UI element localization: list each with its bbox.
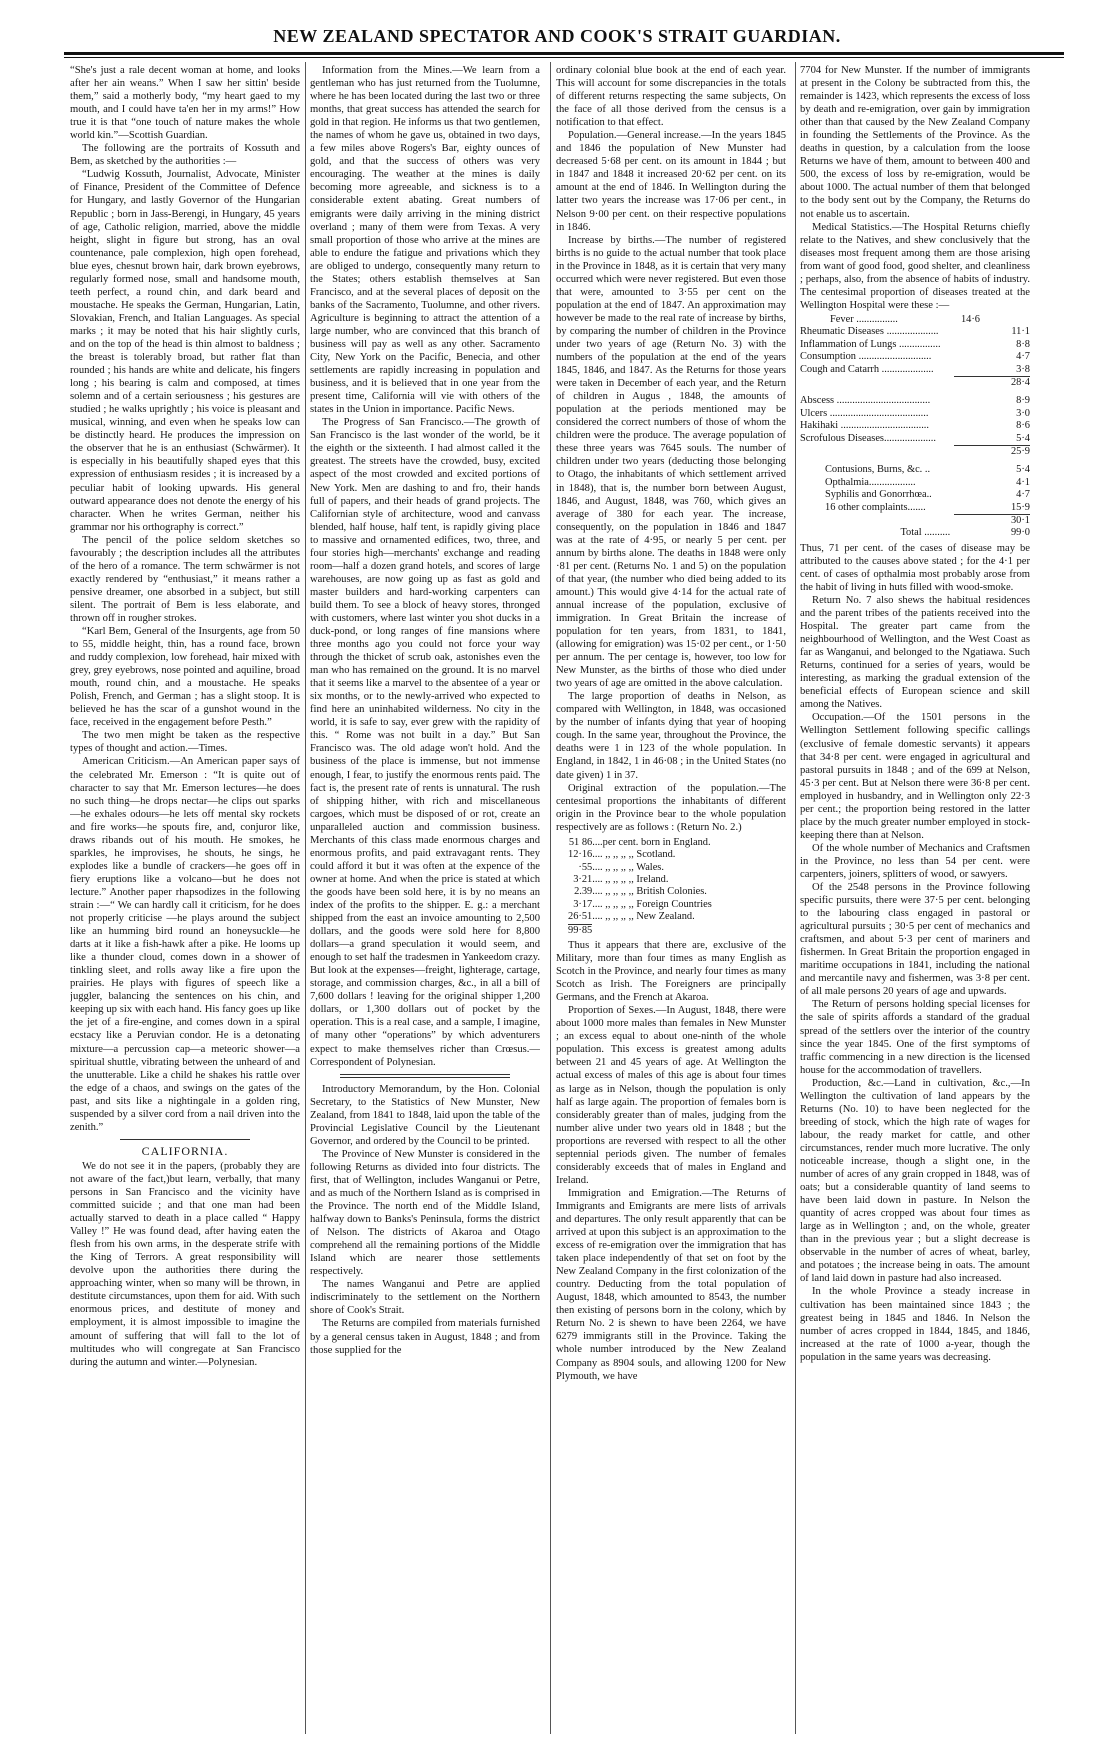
table-row bbox=[800, 489, 1030, 501]
table-cell: 26·51 bbox=[568, 911, 593, 923]
table-cell: 5·4 bbox=[1016, 464, 1030, 476]
table-row bbox=[568, 862, 712, 874]
column-divider bbox=[305, 62, 306, 1734]
table-cell: Abscess .................................... bbox=[800, 395, 931, 407]
paragraph: Thus it appears that there are, exclusive of the Military, more than four times as many English as Scotch in the Province, and nearly four times as many Scotch as Irish. The Foreigners are principally Germans, and the French at Akaroa. bbox=[556, 940, 786, 1004]
table-cell: .... ,, ,, ,, ,, Wales. bbox=[592, 861, 664, 873]
table-cell: 14·6 bbox=[960, 313, 980, 325]
table-row bbox=[800, 477, 1030, 489]
origin-table bbox=[568, 837, 712, 937]
table-cell: 11·1 bbox=[1011, 326, 1030, 338]
table-cell: 3·8 bbox=[1016, 363, 1030, 375]
table-cell: Cough and Catarrh .................... bbox=[800, 363, 934, 375]
paragraph: Increase by births.—The number of registered births is no guide to the actual number that took place in the Province in 1848, as it is certain that very many occurred which were never registered. But even those that were, amounted to 3·55 per cent on the population at the end of 1847. An approximation may however be made to the real rate of increase by births, by comparing the number of children in the Province under two years of age (Return No. 3) with the numbers of the population at the end of the years 1845, 1846, and 1847. As the Returns for those years were taken in December of each year, and the Return of children in Augus , 1848, the amounts of population at the periods mentioned may be considered the correct numbers of those of whom the children were the produce. The average population of these three years was 7645 souls. The number of children under two years (deducting those belonging to Otago, the inhabitants of which settlement arrived in 1848), that is, the number born between August, 1846, and August, 1848, was 760, which gives an average of 380 for each year. The increase, consequently, on the population in 1846 and 1847 was at the rate of 4·95, or nearly 5 per cent. per annum by births alone. The deaths in 1848 were only ·81 per cent. (Returns No. 1 and 5) on the population of that year, (the number who died being added to its amount.) This would give 4·14 for the actual rate of annual increase of the population, exclusive of immigration. In Great Britain the increase of population for ten years, from 1831, to 1841, (allowing for emigration) was 15·02 per cent., or 1·50 per annum. The per centage is, however, too low for New Munster, as the births of those who died under two years of age are omitted in the above calculation. bbox=[556, 234, 786, 690]
column-2 bbox=[310, 64, 540, 1734]
table-cell: .... ,, ,, ,, ,, British Colonies. bbox=[592, 886, 707, 898]
paragraph: The large proportion of deaths in Nelson, as compared with Wellington, in 1848, was occasioned by the number of infants dying that year of hooping cough. In the same year, throughout the Province, the deaths were 1 in 123 of the whole population. In England, in 1842, 1 in 46·08 ; in the United States (no date given) 1 in 37. bbox=[556, 691, 786, 781]
paragraph: The following are the portraits of Kossuth and Bem, as sketched by the authorities :— bbox=[70, 143, 300, 168]
table-cell: 3·21 bbox=[573, 873, 593, 885]
paragraph: The Returns are compiled from materials furnished by a general census taken in August, 1848 ; and from those supplied for the bbox=[310, 1318, 540, 1356]
paragraph: Of the 2548 persons in the Province following specific pursuits, there were 37·5 per cent. belonging to the labouring class engaged in pastoral or agricultural pursuits ; 30·5 per cent of mechanics and craftsmen, and about 5·3 per cent of mariners and fishermen. In Great Britain the proportion engaged in maritime occupations in 1841, including the national and mercantile navy and fishermen, was 3·8 per cent. of all male persons 20 years of age and upwards. bbox=[800, 882, 1030, 998]
table-row bbox=[800, 514, 1030, 527]
paragraph: Occupation.—Of the 1501 persons in the Wellington Settlement following specific callings (exclusive of female domestic servants) it appears that 34·8 per cent. were engaged in agricultural and pastoral pursuits in 1848 ; and of the 699 at Nelson, 45·3 per cent. But at Nelson there were 36·8 per cent. employed in husbandry, and in Wellington only 22·3 per cent.; the proportion being restored in the latter place by the much greater number employed in stock-keeping there than at Nelson. bbox=[800, 712, 1030, 841]
table-cell: .... ,, ,, ,, ,, New Zealand. bbox=[592, 911, 695, 923]
table-grand-total: 99·0 bbox=[1010, 527, 1030, 539]
table-cell: Syphilis and Gonorrhœa.. bbox=[825, 489, 932, 501]
column-1 bbox=[70, 64, 300, 1734]
table-row bbox=[568, 886, 712, 898]
paragraph: In the whole Province a steady increase in cultivation has been maintained since 1843 ; the greatest being in 1845 and 1846. In Nelson the number of acres cropped in 1844, 1845, and 1846, increased at the rate of 1000 a-year, though the population in the same years was decreasing. bbox=[800, 1286, 1030, 1363]
paragraph: “She's just a rale decent woman at home, and looks after her ain weans.” When I saw her sittin' beside them,” said a motherly body, “my heart gaed to my mouth, and I could have ta'en her in my arms!” How true it is that “one touch of nature makes the whole world kin.”—Scottish Guardian. bbox=[70, 65, 300, 142]
table-row bbox=[800, 351, 1030, 363]
disease-table bbox=[800, 314, 1030, 540]
table-cell: 3·17 bbox=[573, 898, 593, 910]
masthead-rule-thick bbox=[64, 52, 1064, 55]
table-cell: 8·6 bbox=[1016, 420, 1030, 432]
table-row bbox=[800, 433, 1030, 446]
table-row bbox=[800, 364, 1030, 377]
table-cell: Contusions, Burns, &c. .. bbox=[825, 464, 931, 476]
column-4 bbox=[800, 64, 1030, 1734]
table-cell: 15·9 bbox=[1010, 501, 1030, 513]
section-heading: CALIFORNIA. bbox=[141, 1143, 229, 1158]
paragraph: Information from the Mines.—We learn from a gentleman who has just returned from the Tuolumne, where he has been located during the last two or three months, that great success has attended the search for gold in that region. He informs us that two gentlemen, the names of whom he gave us, obtained in two days, a few miles above Rogers's Bar, eighty ounces of gold, and that the success of others was very encouraging. The weather at the mines is daily becoming more agreeable, and sickness is to a considerable extent abating. Great numbers of emigrants were daily arriving in the mining district overland ; many of them were from Texas. A very small proportion of those who arrive at the mines are able to endure the fatigue and privations which they are obliged to undergo, consequently many return to the States; others establish themselves at San Francisco, and at the several places of deposit on the banks of the Sacramento, Tuolumne, and other rivers. Agriculture is beginning to attract the attention of a large number, who are convinced that this branch of business will pay as well as any other. Sacramento City, New York on the Pacific, Benecia, and other settlements are rapidly increasing in population and business, and it is believed that in one year from the present time, California will vie with others of the states in the Union in importance. Pacific News. bbox=[310, 65, 540, 416]
paragraph: ordinary colonial blue book at the end of each year. This will account for some discrepancies in the totals of different returns respecting the same subjects, On the face of all those derived from the census is a notification to that effect. bbox=[556, 65, 786, 129]
table-cell: Opthalmia.................. bbox=[825, 476, 916, 488]
masthead-title: NEW ZEALAND SPECTATOR AND COOK'S STRAIT GUARDIAN. bbox=[273, 26, 841, 46]
table-cell: 2.39 bbox=[574, 886, 593, 898]
masthead-rule-thin bbox=[64, 57, 1064, 58]
paragraph: The Progress of San Francisco.—The growth of San Francisco is the last wonder of the world, be it the eighth or the sixteenth. I had almost called it the greatest. The streets have the crowded, busy, excited aspect of the most crowded and excited portions of New York. Men are dashing to and fro, their hands full of papers, and their heads of grand projects. The Californian style of architecture, wood and canvass blended, half house, half tent, is rapidly giving place to massive and ornamented edifices, two, three, and four stories high—merchants' exchange and reading room—half a dozen grand hotels, and scores of large warehouses, are now going up as fast as gold and master builders and hard-working carpenters can build them. To see a block of heavy stores, thronged with customers, where last winter you shot ducks in a duck-pond, or long ranges of fine mansions where three months ago you could not force your way through the thicket of scrub oak, astonishes even the man who has remained on the ground. It is no marvel that it seems like a marvel to the absentee of a year or six months, or to the newly-arrived who expected to find here an uninhabited wilderness. No city in the world, it is safe to say, ever grew with the rapidity of this. “ Rome was not built in a day.” But San Francisco was. The old adage won't hold. And the business of the place is immense, but not immense enough, I fear, to justify the enormous rents paid. The fact is, the present rate of rents is unnatural. The rush of shipping hither, with rich and miscellaneous cargoes, which must be disposed of or rot, create an unparalleled auction and commission business. Merchants of this class made enormous charges and enormous profits, and paid extravagant rents. They could afford it but it was often at the expence of the owner at home. And when the price is stated at which the goods have been sold here, it is by no means an index of the profits to the shipper. E. g.: a merchant shipped from the east an invoice amounting to 2,500 dollars, and the goods were sold here for 8,800 dollars—a grand speculation it would seem, and enough to set half the tradesmen in Yankeedom crazy. But look at the expenses—freight, lighterage, cartage, storage, and commission charges, &c., in all a bill of 7,600 dollars ! leaving for the original shipper 1,200 dollars, or 1,300 dollars out of pocket by the operation. This is a real case, and a sample, I imagine, of many other “operations” by which adventurers expect to make themselves richer than Crœsus.—Correspondent of Polynesian. bbox=[310, 417, 540, 1068]
table-cell: ....per cent. born in England. bbox=[592, 836, 711, 848]
table-cell: Scrofulous Diseases.................... bbox=[800, 432, 936, 444]
table-row bbox=[800, 445, 1030, 458]
table-cell: 5·4 bbox=[1016, 432, 1030, 444]
paragraph: The Province of New Munster is considered in the following Returns as divided into four districts. The first, that of Wellington, includes Wanganui or Petre, and as much of the Northern Island as is comprised in the Province. The north end of the Middle Island, halfway down to Banks's Peninsula, forms the district of Nelson. The districts of Akaroa and Otago comprehend all the remaining portions of the Middle Island which are nearer those settlements respectively. bbox=[310, 1148, 540, 1278]
table-cell: Consumption ............................ bbox=[800, 351, 932, 363]
table-row bbox=[568, 837, 712, 849]
table-row bbox=[568, 924, 712, 937]
column-3 bbox=[556, 64, 786, 1734]
table-row bbox=[800, 339, 1030, 351]
table-cell: 3·0 bbox=[1016, 407, 1030, 419]
table-row bbox=[568, 849, 712, 861]
table-row bbox=[800, 376, 1030, 389]
table-total: 99·85 bbox=[568, 924, 593, 936]
table-cell: 4·7 bbox=[1016, 351, 1030, 363]
paragraph: Original extraction of the population.—The centesimal proportions the inhabitants of different origin in the Province bear to the whole population respectively are as follows : (Return No. 2.) bbox=[556, 782, 786, 833]
paragraph: We do not see it in the papers, (probably they are not aware of the fact,)but learn, verbally, that many persons in San Francisco and the vicinity have committed suicide ; and that one man had been actually starved to death in a place called “ Happy Valley !” He was found dead, after having eaten the flesh from his own arms, in the desperate strife with the King of Terrors. A great responsibility will devolve upon the authorities there during the approaching winter, when so many will be thrown, in destitute circumstances, upon them for aid. With such enormous prices, and destitute of money and employment, it is almost impossible to imagine the amount of suffering that will fall to the lot of multitudes who will congregate at San Francisco during the autumn and winter.—Polynesian. bbox=[70, 1160, 300, 1368]
paragraph: 7704 for New Munster. If the number of immigrants at present in the Colony be subtracted from this, the remainder is 1423, which represents the excess of loss by death and re-emigration, over gain by immigration other than that caused by the New Zealand Company in founding the Settlements of the Province. As the deaths in question, by a calculation from the loose Returns we have of them, amount to between 400 and 500, the excess of loss by re-emigration, would be about 1000. The actual number of them that belonged to the body sent out by the Company, the Returns do not enable us to ascertain. bbox=[800, 65, 1030, 220]
table-cell: 4·1 bbox=[1016, 476, 1030, 488]
table-row bbox=[568, 874, 712, 886]
table-cell: 12·16 bbox=[568, 849, 593, 861]
paragraph: Of the whole number of Mechanics and Craftsmen in the Province, no less than 54 per cent. were carpenters, joiners, splitters of wood, or sawyers. bbox=[800, 842, 1030, 880]
paragraph: The pencil of the police seldom sketches so favourably ; the description includes all the attributes of the hero of a romance. The term schwärmer is not exactly rendered by “enthusiast,” it means rather a pensive dreamer, one absorbed in a subject, but still silent. The portrait of Bem is less elaborate, and thrown off in rougher strokes. bbox=[70, 534, 300, 624]
table-cell: Ulcers ...................................... bbox=[800, 407, 929, 419]
table-subtotal: 25·9 bbox=[954, 445, 1030, 458]
paragraph: Population.—General increase.—In the years 1845 and 1846 the population of New Munster had decreased 5·68 per cent. on its amount in 1844 ; but in 1847 and 1848 it increased 20·62 per cent. on its amount at the end of 1846. In Wellington during the latter two years the increase was 17·06 per cent., in Nelson 9·00 per cent. on their respective populations in 1846. bbox=[556, 130, 786, 233]
paragraph: Production, &c.—Land in cultivation, &c.,—In Wellington the cultivation of land appears by the Returns (No. 10) to have been neglected for the breeding of stock, which the high rate of wages for labour, the ready market for cattle, and other circumstances, render much more lucrative. The only noticeable increase, though a slight one, in the number of acres of any grain cropped in 1848, was of oats; but a considerable quantity of land seems to have been laid down in pasture. In Nelson the quantity of acres cropped was about four times as large as in Wellington ; and, on the whole, greater than in the previous year ; but a slight decrease is observable in the number of acres of wheat, barley, and potatoes ; the increase being in oats. The amount of land laid down in pasture had also increased. bbox=[800, 1077, 1030, 1285]
table-row bbox=[568, 899, 712, 911]
table-cell: Fever ................ bbox=[830, 313, 898, 325]
table-row bbox=[800, 420, 1030, 432]
table-subtotal: 28·4 bbox=[954, 376, 1030, 389]
paragraph: “Karl Bem, General of the Insurgents, age from 50 to 55, middle height, thin, has a round face, brown and ruddy complexion, low forehead, hair mixed with grey, grey eyebrows, nose pointed and aquiline, broad mouth, round chin, and a moustache. He speaks Polish, French, and German ; has a slight stoop. It is believed he has the scar of a gunshot wound in the face, received in the engagement before Pesth.” bbox=[70, 626, 300, 729]
paragraph: Return No. 7 also shews the habitual residences and the parent tribes of the patients received into the Hospital. The greater part came from the neighbourhood of Wellington, and the West Coast as far as Wanganui, and belonged to the Ngatiawa. Such Returns, continued for a series of years, would be interesting, as marking the gradual extension of the beneficial effects of European science and skill among the Natives. bbox=[800, 594, 1030, 711]
table-row bbox=[800, 527, 1030, 539]
paragraph: The names Wanganui and Petre are applied indiscriminately to the settlement on the Northern shore of Cook's Strait. bbox=[310, 1279, 540, 1317]
table-cell: 51 86 bbox=[568, 836, 593, 848]
table-subtotal: 30·1 bbox=[954, 514, 1030, 527]
table-cell: .... ,, ,, ,, ,, Scotland. bbox=[592, 849, 676, 861]
table-cell: 8·8 bbox=[1016, 338, 1030, 350]
table-row bbox=[800, 314, 1030, 326]
table-row bbox=[800, 408, 1030, 420]
table-cell: 8·9 bbox=[1016, 395, 1030, 407]
table-cell: Rheumatic Diseases .................... bbox=[800, 326, 939, 338]
paragraph: Medical Statistics.—The Hospital Returns chiefly relate to the Natives, and shew conclusively that the diseases most frequent among them are those arising from want of good food, good shelter, and cleanliness ; perhaps, also, from the absence of habits of industry. The centesimal proportion of diseases treated at the Wellington Hospital were these :— bbox=[800, 221, 1030, 311]
table-row bbox=[800, 326, 1030, 338]
paragraph: The two men might be taken as the respective types of thought and action.—Times. bbox=[70, 730, 300, 755]
table-row bbox=[568, 911, 712, 924]
paragraph: Proportion of Sexes.—In August, 1848, there were about 1000 more males than females in New Munster ; an excess equal to about one-ninth of the whole population. This excess is greatest among adults between 21 and 45 years of age. At Wellington the actual excess of males of this age is about four times as large as in Nelson, though the population is only half as large again. The proportion of females born is considerably greater than of males, judging from the number alive under two years old in 1848 ; but the proportions are reversed with respect to all the other septennial periods given. The number of females considerably exceeds that of males in England and Ireland. bbox=[556, 1005, 786, 1186]
section-rule bbox=[120, 1139, 250, 1140]
paragraph: American Criticism.—An American paper says of the celebrated Mr. Emerson : “It is quite out of character to say that Mr. Emerson lectures—he does no such thing—he drops nectar—he clips out sparks—he exhales odours—he lets off mental sky rockets and fire works—he spouts fire, and, conjuror like, draws ribands out of his mouth. He smokes, he sparkles, he improvises, he shouts, he sings, he explodes like a bundle of crackers—he goes off in fiery eruptions like a volcano—but he does not lecture.” Another paper rhapsodizes in the following strain :—“ We can hardly call it criticism, for he does not properly criticise —he plays around the subject like an humming bird round an honeysuckle—he darts at it like a fish-hawk after a pike. He looms up like a thunder cloud, comes down in a shower of tinkling sleet, and rolls away like a fire upon the prairies. He plays with figures of speech like a juggler, balancing the sentences on his chin, and keeping up six with each hand. His fancy goes up like the jet of a fire-engine, and comes down in a spiral ecstacy like a Peruvian condor. He is a detonating mixture—a percussion cap—a meteoric shower—a spiritual shuttle, vibrating between the unheard of and the unutterable. Like a child he shakes his rattle over the edge of a chaos, and swings on the gates of the past, and sits like a nightingale in a golden ring, suspended by a silver cord from a nail driven into the zenith.” bbox=[70, 756, 300, 1133]
table-cell: Inflammation of Lungs ................ bbox=[800, 338, 941, 350]
column-divider bbox=[795, 62, 796, 1734]
table-cell: 4·7 bbox=[1016, 489, 1030, 501]
table-row bbox=[800, 464, 1030, 476]
paragraph: Thus, 71 per cent. of the cases of disease may be attributed to the causes above stated ; for the 4·1 per cent. of cases of opthalmia most probably arose from the habit of living in huts filled with wood-smoke. bbox=[800, 542, 1030, 593]
paragraph: Immigration and Emigration.—The Returns of Immigrants and Emigrants are mere lists of arrivals and departures. The only result apparently that can be arrived at upon this subject is an approximation to the excess of re-emigration over the immigration that has taken place independently of that set on foot by the New Zealand Company in the first colonization of the country. Deducting from the total population of August, 1848, which amounted to 8543, the number then existing of persons born in the colony, which by Return No. 2 is shewn to have been 2264, we have 6279 immigrants still in the Province. Taking the whole number introduced by the New Zealand Company as 8904 souls, and allowing 1200 for New Plymouth, we have bbox=[556, 1187, 786, 1382]
section-rule bbox=[340, 1074, 510, 1078]
paragraph: Introductory Memorandum, by the Hon. Colonial Secretary, to the Statistics of New Munster, New Zealand, from 1841 to 1848, laid upon the table of the Provincial Legislative Council by the Lieutenant Governor, and ordered by the Council to be printed. bbox=[310, 1083, 540, 1147]
paragraph: The Return of persons holding special licenses for the sale of spirits affords a standard of the gradual spread of the settlers over the interior of the country since the year 1845. One of the first symptoms of traffic commencing in a new direction is the licensed house for the accommodation of travellers. bbox=[800, 999, 1030, 1076]
table-cell: 16 other complaints....... bbox=[825, 501, 926, 513]
table-cell: Hakihaki .................................. bbox=[800, 420, 930, 432]
table-cell: .... ,, ,, ,, ,, Ireland. bbox=[592, 873, 669, 885]
table-cell: .... ,, ,, ,, ,, Foreign Countries bbox=[592, 898, 712, 910]
column-divider bbox=[550, 62, 551, 1734]
table-row bbox=[800, 502, 1030, 515]
table-cell: Total .......... bbox=[900, 527, 951, 539]
table-row bbox=[800, 395, 1030, 407]
table-cell: ·55 bbox=[578, 861, 593, 873]
paragraph: “Ludwig Kossuth, Journalist, Advocate, Minister of Finance, President of the Committee of Defence for Hungary, and lastly Governor of the Hungarian Republic ; born in Jass-Berengi, in Hungary, 45 years of age, Catholic religion, married, above the middle height, slight in figure but strong, has an oval countenance, pale complexion, high open forehead, blue eyes, chesnut brown hair, dark brown eyebrows, regularly formed nose, small and handsome mouth, teeth perfect, a round chin, and dark beard and moustache. He speaks the German, Hungarian, Latin, Slovakian, French, and Italian Languages. As special marks ; it may be noted that his hair slightly curls, and on the top of the head is thin almost to baldness ; the breast is tolerably broad, but rather flat than rounded ; his hands are white and delicate, his fingers long ; his bearing is calm and composed, at times solemn and of a certain seriousness ; his gestures are studied ; he walks uprightly ; his voice is pleasant and musical, winning, and even when he speaks low can be distinctly heard. He produces the impression on the observer that he is an enthusiast (Schwärmer). It is especially in his beautifully shaped eyes that this expression of enthusiasm resides ; it is increased by a peculiar habit of looking upwards. His general outward appearance does not denote the energy of his character. When he writes German, neither his grammar nor his orthography is correct.” bbox=[70, 169, 300, 533]
